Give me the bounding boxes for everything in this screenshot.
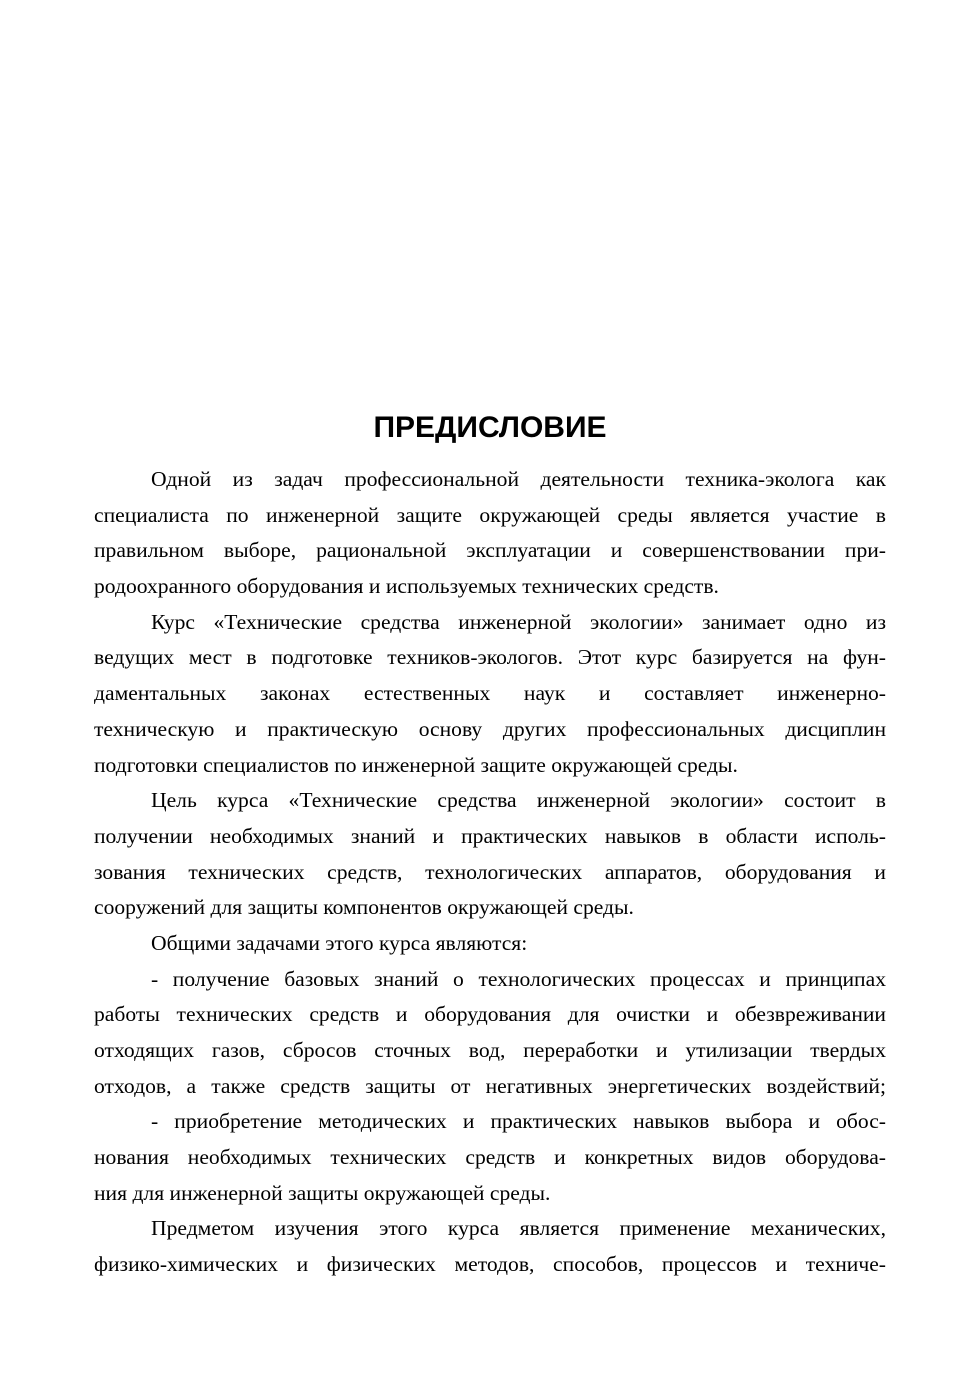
text-line: ния для инженерной защиты окружающей среды. xyxy=(94,1180,551,1205)
text-line: работы технических средств и оборудования для очистки и обезвреживании xyxy=(94,1002,886,1027)
text-line: Цель курса «Технические средства инженерной экологии» состоит в xyxy=(151,788,886,813)
text-line: зования технических средств, технологических аппаратов, оборудования и xyxy=(94,859,886,884)
text-line: физико-химических и физических методов, способов, процессов и техниче- xyxy=(94,1252,886,1277)
text-line: сооружений для защиты компонентов окружающей среды. xyxy=(94,895,634,920)
text-line: отходящих газов, сбросов сточных вод, переработки и утилизации твердых xyxy=(94,1038,886,1062)
text-line: специалиста по инженерной защите окружающей среды является участие в xyxy=(94,502,886,527)
text-line: ведущих мест в подготовке техников-экологов. Этот курс базируется на фун- xyxy=(94,645,886,670)
text-line: - получение базовых знаний о технологических процессах и принципах xyxy=(151,966,886,991)
text-line: Общими задачами этого курса являются: xyxy=(151,930,528,955)
text-line: родоохранного оборудования и используемых технических средств. xyxy=(94,574,719,599)
text-line: подготовки специалистов по инженерной защите окружающей среды. xyxy=(94,752,738,777)
text-line: нования необходимых технических средств и конкретных видов оборудова- xyxy=(94,1145,886,1170)
text-line: - приобретение методических и практических навыков выбора и обос- xyxy=(151,1109,886,1134)
text-line: даментальных законах естественных наук и составляет инженерно- xyxy=(94,681,886,706)
text-line: Курс «Технические средства инженерной экологии» занимает одно из xyxy=(151,609,886,634)
text-line: Предметом изучения этого курса является применение механических, xyxy=(151,1216,886,1241)
text-line: Одной из задач профессиональной деятельности техника-эколога как xyxy=(151,467,886,491)
page-title: ПРЕДИСЛОВИЕ xyxy=(373,411,607,444)
text-line: отходов, а также средств защиты от негативных энергетических воздействий; xyxy=(94,1073,886,1098)
text-line: техническую и практическую основу других профессиональных дисциплин xyxy=(94,716,886,741)
body-text xyxy=(94,462,886,1283)
text-line: правильном выборе, рациональной эксплуатации и совершенствовании при- xyxy=(94,538,886,563)
text-line: получении необходимых знаний и практических навыков в области исполь- xyxy=(94,823,886,848)
